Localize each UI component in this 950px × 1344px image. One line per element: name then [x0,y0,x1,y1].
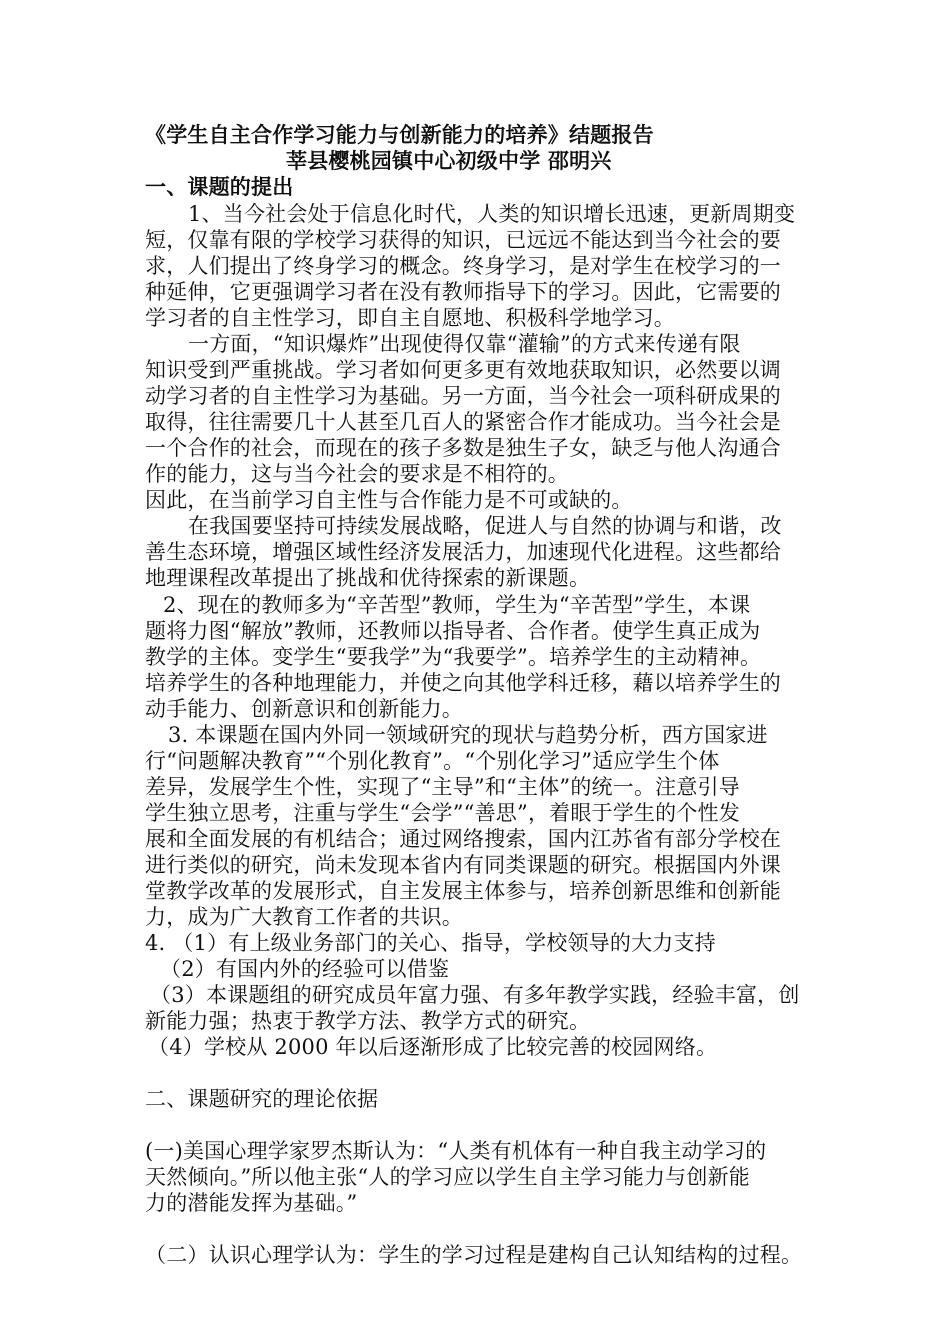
paragraph-line: 教学的主体。变学生“要我学”为“我要学”。培养学生的主动精神。 [145,645,762,669]
paragraph-line: 4. （1）有上级业务部门的关心、指导，学校领导的大力支持 [145,931,716,955]
paragraph-line: （3）本课题组的研究成员年富力强、有多年教学实践，经验丰富，创 [150,983,800,1007]
paragraph-line: 天然倾向。”所以他主张“人的学习应以学生自主学习能力与创新能 [145,1165,750,1189]
section-heading: 一、课题的提出 [145,175,294,199]
paragraph-line: 堂教学改革的发展形式，自主发展主体参与，培养创新思维和创新能 [145,879,781,903]
paragraph-line: 取得，往往需要几十人甚至几百人的紧密合作才能成功。当今社会是 [145,410,781,434]
paragraph-line: 3. 本课题在国内外同一领域研究的现状与趋势分析，西方国家进 [168,723,768,747]
paragraph-line: 一方面，“知识爆炸”出现使得仅靠“灌输”的方式来传递有限 [188,332,741,356]
paragraph-line: 种延伸，它更强调学习者在没有教师指导下的学习。因此，它需要的 [145,280,781,304]
paragraph-line: 在我国要坚持可持续发展战略，促进人与自然的协调与和谐，改 [188,514,782,538]
paragraph-line: 因此，在当前学习自主性与合作能力是不可或缺的。 [145,488,633,512]
paragraph-line: (一)美国心理学家罗杰斯认为：“人类有机体有一种自我主动学习的 [145,1139,767,1163]
paragraph-line: 知识受到严重挑战。学习者如何更多更有效地获取知识，必然要以调 [145,358,781,382]
paragraph-line: 培养学生的各种地理能力，并使之向其他学科迁移，藉以培养学生的 [145,671,781,695]
paragraph-line: 学习者的自主性学习，即自主自愿地、积极科学地学习。 [145,306,675,330]
paragraph-line: 2、现在的教师多为“辛苦型”教师，学生为“辛苦型”学生，本课 [163,593,751,617]
paragraph-line: 求，人们提出了终身学习的概念。终身学习，是对学生在校学习的一 [145,254,781,278]
paragraph-line: 一个合作的社会，而现在的孩子多数是独生子女，缺乏与他人沟通合 [145,436,781,460]
paragraph-line: 差异，发展学生个性，实现了“主导”和“主体”的统一。注意引导 [145,775,740,799]
paragraph-line: 题将力图“解放”教师，还教师以指导者、合作者。使学生真正成为 [145,619,761,643]
paragraph-line: （二）认识心理学认为：学生的学习过程是建构自己认知结构的过程。 [145,1243,803,1267]
paragraph-line: 进行类似的研究，尚未发现本省内有同类课题的研究。根据国内外课 [145,853,781,877]
paragraph-line: （2）有国内外的经验可以借鉴 [160,957,450,981]
paragraph-line: 1、当今社会处于信息化时代，人类的知识增长迅速，更新周期变 [188,202,796,226]
paragraph-line: （4）学校从 2000 年以后逐渐形成了比较完善的校园网络。 [148,1035,718,1059]
paragraph-line: 善生态环境，增强区域性经济发展活力，加速现代化进程。这些都给 [145,540,781,564]
paragraph-line: 学生独立思考，注重与学生“会学”“善思”，着眼于学生的个性发 [145,801,740,825]
paragraph-line: 短，仅靠有限的学校学习获得的知识，已远远不能达到当今社会的要 [145,228,781,252]
paragraph-line: 动手能力、创新意识和创新能力。 [145,697,463,721]
paragraph-line: 力的潜能发挥为基础。” [145,1191,358,1215]
paragraph-line: 地理课程改革提出了挑战和优待探索的新课题。 [145,566,591,590]
paragraph-line: 作的能力，这与当今社会的要求是不相符的。 [145,462,569,486]
document-title: 《学生自主合作学习能力与创新能力的培养》结题报告 [145,123,654,147]
paragraph-line: 动学习者的自主性学习为基础。另一方面，当今社会一项科研成果的 [145,384,781,408]
paragraph-line: 展和全面发展的有机结合；通过网络搜索，国内江苏省有部分学校在 [145,827,781,851]
section-heading: 二、课题研究的理论依据 [145,1087,379,1111]
paragraph-line: 新能力强；热衷于教学方法、教学方式的研究。 [145,1009,591,1033]
document-author: 莘县樱桃园镇中心初级中学 邵明兴 [286,149,612,173]
paragraph-line: 行“问题解决教育”“个别化教育”。“个别化学习”适应学生个体 [145,749,720,773]
paragraph-line: 力，成为广大教育工作者的共识。 [145,905,463,929]
